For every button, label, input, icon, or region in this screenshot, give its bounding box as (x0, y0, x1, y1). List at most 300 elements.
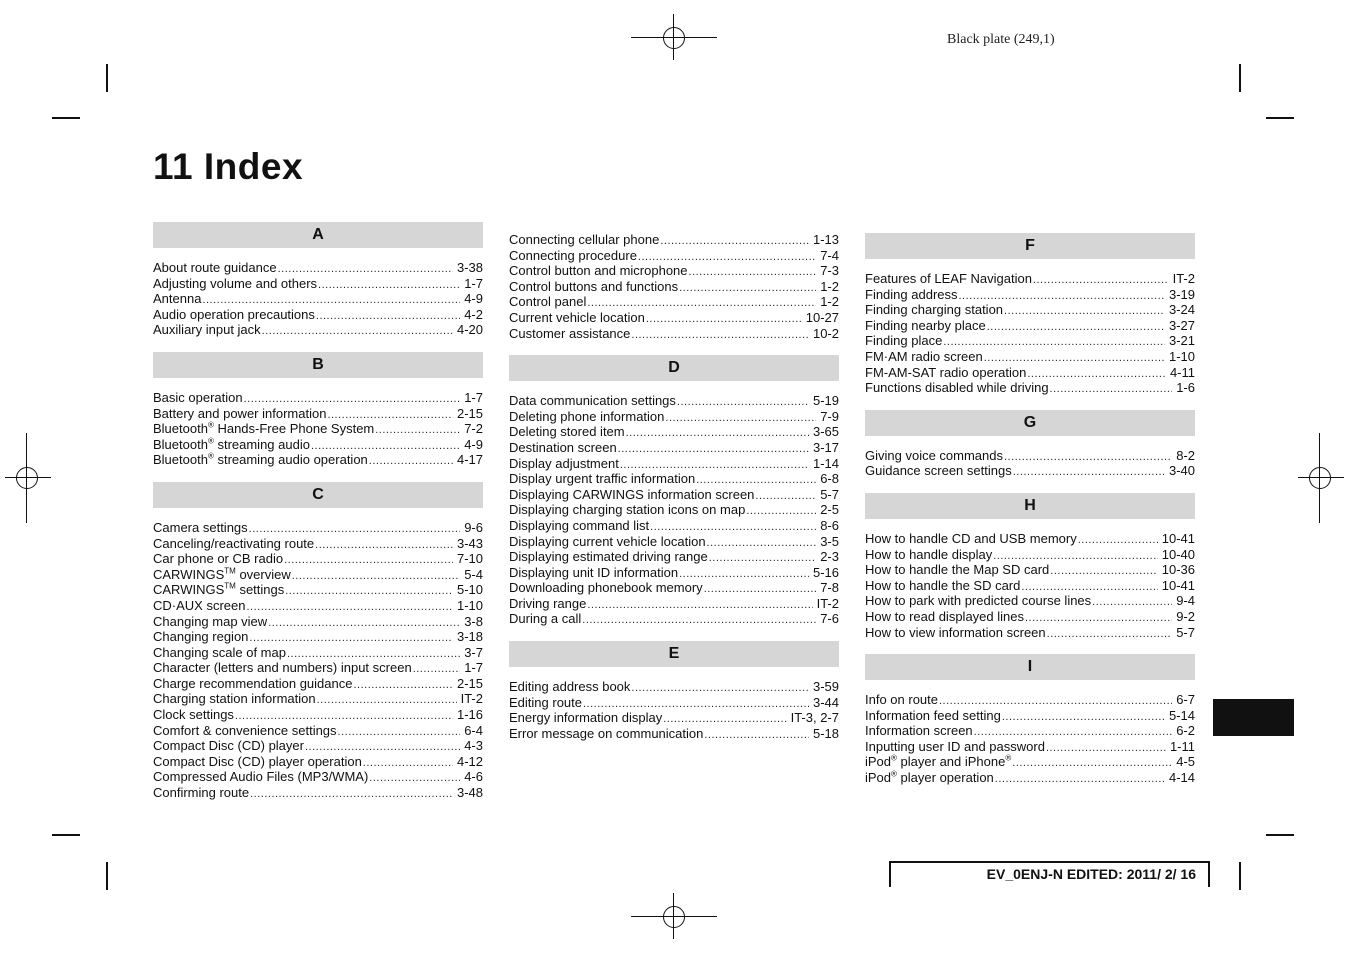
index-column-1 (153, 222, 483, 815)
index-term-text: Displaying CARWINGS information screen (509, 486, 755, 502)
page-reference: IT-2 (1172, 271, 1195, 286)
index-term-text: Auxiliary input jack (153, 322, 261, 338)
page-reference: 4-5 (1176, 754, 1195, 770)
index-term (509, 326, 630, 342)
dot-leader (363, 756, 453, 772)
crop-mark (52, 834, 80, 836)
page-reference: 4-9 (464, 436, 483, 452)
index-term-text: Connecting cellular phone (509, 232, 660, 247)
index-entry (153, 421, 483, 437)
page-reference: 10-36 (1161, 562, 1195, 578)
index-entry (509, 310, 839, 326)
index-term (153, 629, 248, 645)
index-entry (153, 452, 483, 468)
index-entry (509, 549, 839, 565)
index-term-text: Compact Disc (CD) player operation (153, 753, 362, 769)
index-entry (865, 531, 1195, 547)
index-entry (153, 629, 483, 645)
edit-stamp: EV_0ENJ-N EDITED: 2011/ 2/ 16 (889, 861, 1210, 887)
dot-leader (689, 265, 817, 281)
index-term (865, 448, 1003, 464)
page-reference: 1-6 (1176, 380, 1195, 396)
index-term-text: Deleting stored item (509, 424, 625, 440)
index-term (865, 708, 1001, 724)
page-reference: 3-24 (1168, 302, 1195, 318)
index-term-text: Finding address (865, 286, 958, 302)
page-reference: 5-14 (1168, 707, 1195, 723)
dot-leader (285, 584, 453, 600)
page-reference: 6-2 (1176, 723, 1195, 739)
index-term-text: How to handle the Map SD card (865, 562, 1050, 578)
index-entry (865, 287, 1195, 303)
page-reference: 3-44 (812, 694, 839, 710)
page-reference: 4-17 (456, 452, 483, 468)
index-term-text: Antenna (153, 291, 202, 307)
index-term-text: About route guidance (153, 260, 277, 275)
dot-leader (1002, 710, 1165, 726)
index-term (509, 456, 619, 472)
page-title: 11 Index (153, 146, 304, 187)
dot-leader (704, 728, 809, 744)
index-term-text: Camera settings (153, 519, 248, 535)
index-term (153, 437, 310, 453)
dot-leader (665, 411, 816, 427)
index-entry (153, 645, 483, 661)
section-header-g: G (865, 410, 1195, 436)
page-reference: 5-10 (456, 582, 483, 598)
dot-leader (646, 312, 802, 328)
index-term (509, 596, 586, 612)
index-entry (153, 307, 483, 323)
index-term (153, 567, 291, 583)
dot-leader (268, 616, 460, 632)
index-term-text: Control buttons and functions (509, 278, 679, 294)
page-reference: 1-2 (820, 294, 839, 310)
page-reference: 4-12 (456, 753, 483, 769)
index-entry (865, 609, 1195, 625)
index-entry (153, 660, 483, 676)
index-entry (509, 726, 839, 742)
index-term-text: FM·AM radio screen (865, 348, 983, 364)
page-reference: 1-2 (820, 278, 839, 294)
page-reference: IT-2 (816, 595, 839, 611)
page-reference: 10-41 (1161, 577, 1195, 593)
index-entry (865, 723, 1195, 739)
page-reference: 3-5 (820, 533, 839, 549)
index-entry (509, 518, 839, 534)
index-entry-list (153, 390, 483, 468)
index-entry (865, 365, 1195, 381)
index-term (153, 676, 352, 692)
index-term-text: Battery and power information (153, 405, 327, 421)
index-entry (153, 322, 483, 338)
index-entry (509, 679, 839, 695)
index-term-text: Changing region (153, 629, 249, 645)
index-term (153, 322, 261, 338)
index-entry (509, 409, 839, 425)
page-reference: 4-2 (464, 306, 483, 322)
index-entry (509, 487, 839, 503)
dot-leader (369, 454, 453, 470)
index-term (865, 380, 1049, 396)
index-term-text: Comfort & convenience settings (153, 722, 337, 738)
index-entry-list (509, 679, 839, 741)
index-entry (153, 676, 483, 692)
index-entry (865, 754, 1195, 770)
index-entry (509, 580, 839, 596)
page-reference: 3-38 (456, 260, 483, 275)
index-term (153, 645, 286, 661)
index-term (865, 754, 1011, 770)
index-entry (153, 582, 483, 598)
index-term (865, 578, 1020, 594)
index-entry (153, 785, 483, 801)
index-term (865, 547, 992, 563)
index-term (153, 582, 284, 598)
page-reference: 3-17 (812, 439, 839, 455)
superscript-mark: ® (1005, 754, 1012, 764)
page-reference: 7-9 (820, 408, 839, 424)
page-reference: 7-3 (820, 263, 839, 279)
dot-leader (1078, 533, 1158, 549)
index-term-text: Editing route (509, 694, 582, 710)
index-term-text: Finding charging station (865, 302, 1004, 318)
index-term-text: Inputting user ID and password (865, 738, 1045, 754)
index-entry (865, 271, 1195, 287)
index-entry-list (509, 232, 839, 341)
index-term (153, 390, 243, 406)
index-term (509, 726, 703, 742)
index-term-text: During a call (509, 611, 582, 627)
page-reference: 3-48 (456, 785, 483, 801)
index-term (509, 294, 586, 310)
index-term (509, 232, 659, 248)
index-entry (509, 456, 839, 472)
dot-leader (631, 681, 809, 697)
dot-leader (582, 613, 816, 629)
superscript-mark: ® (207, 452, 214, 462)
index-term (509, 549, 708, 565)
page-reference: 5-7 (1176, 624, 1195, 640)
page-reference: 3-59 (812, 679, 839, 695)
dot-leader (316, 309, 460, 325)
index-term-text: Display urgent traffic information (509, 471, 696, 487)
index-term-text: How to read displayed lines (865, 608, 1024, 624)
page-reference: 4-6 (464, 769, 483, 785)
crop-mark (1239, 862, 1241, 890)
index-term-text: How to handle display (865, 546, 993, 562)
dot-leader (677, 395, 809, 411)
dot-leader (631, 328, 809, 344)
dot-leader (315, 538, 453, 554)
index-entry (865, 739, 1195, 755)
index-term-text: streaming audio (213, 436, 310, 452)
index-term-text: Control button and microphone (509, 263, 688, 279)
superscript-mark: TM (224, 566, 236, 576)
index-term (865, 723, 973, 739)
dot-leader (318, 278, 460, 294)
index-term-text: Confirming route (153, 785, 250, 801)
index-term-text: Functions disabled while driving (865, 380, 1049, 396)
index-term-text: Giving voice commands (865, 447, 1003, 463)
index-entry (509, 393, 839, 409)
dot-leader (1050, 564, 1157, 580)
dot-leader (660, 234, 809, 250)
index-term (153, 785, 249, 801)
section-header-a: A (153, 222, 483, 248)
page-reference: 4-20 (456, 322, 483, 338)
dot-leader (746, 504, 816, 520)
index-term (509, 611, 581, 627)
page-reference: 10-2 (812, 325, 839, 341)
index-entry (509, 232, 839, 248)
index-term (153, 723, 337, 739)
index-term (509, 580, 703, 596)
page-reference: 3-7 (464, 644, 483, 660)
index-term (153, 598, 245, 614)
index-entry-list (153, 520, 483, 801)
index-entry (509, 263, 839, 279)
index-term-text: iPod (865, 770, 892, 786)
index-term (865, 593, 1091, 609)
page-reference: 1-7 (464, 660, 483, 676)
dot-leader (1004, 304, 1165, 320)
dot-leader (987, 320, 1165, 336)
index-term (153, 707, 234, 723)
dot-leader (618, 442, 809, 458)
index-entry (153, 707, 483, 723)
index-term-text: Bluetooth (153, 421, 208, 437)
index-term (509, 695, 582, 711)
index-term (865, 463, 1012, 479)
dot-leader (707, 536, 817, 552)
page-reference: 10-27 (805, 309, 839, 325)
index-term (153, 307, 315, 323)
crop-mark (52, 117, 80, 119)
index-term-text: Connecting procedure (509, 247, 637, 263)
index-term (509, 248, 637, 264)
index-term-text: Bluetooth (153, 452, 208, 468)
index-term (865, 271, 1032, 287)
index-entry (153, 390, 483, 406)
dot-leader (995, 772, 1165, 788)
superscript-mark: ® (891, 754, 897, 764)
section-header-f: F (865, 233, 1195, 259)
index-term (865, 770, 994, 786)
index-term-text: Information screen (865, 723, 973, 739)
index-entry (865, 692, 1195, 708)
crop-mark (106, 64, 108, 92)
page-reference: 7-4 (820, 247, 839, 263)
index-term (509, 409, 664, 425)
page-reference: 2-5 (820, 502, 839, 518)
index-term-text: Charging station information (153, 691, 316, 707)
index-term-text: player operation (896, 770, 994, 786)
index-term (153, 754, 362, 770)
index-term-text: How to park with predicted course lines (865, 593, 1092, 609)
index-entry (865, 562, 1195, 578)
index-term (865, 625, 1046, 641)
page-reference: 4-14 (1168, 770, 1195, 786)
index-entry (865, 708, 1195, 724)
index-term (865, 287, 958, 303)
page-reference: IT-3, 2-7 (790, 710, 839, 726)
page-reference: 7-10 (456, 551, 483, 567)
superscript-mark: ® (207, 436, 214, 446)
index-term (509, 393, 676, 409)
page-reference: 5-18 (812, 725, 839, 741)
index-entry (865, 770, 1195, 786)
crop-mark (106, 862, 108, 890)
index-term-text: settings (235, 582, 285, 598)
index-entry (509, 294, 839, 310)
dot-leader (1012, 756, 1172, 772)
page-reference: 1-10 (1168, 348, 1195, 364)
index-entry (153, 406, 483, 422)
index-term-text: Car phone or CB radio (153, 551, 284, 567)
page-reference: 1-11 (1169, 738, 1195, 754)
index-entry (509, 424, 839, 440)
crop-mark (1266, 117, 1294, 119)
index-term (865, 692, 938, 708)
dot-leader (1013, 465, 1165, 481)
index-entry-list (153, 260, 483, 338)
page-reference: 5-7 (820, 486, 839, 502)
index-entry (153, 691, 483, 707)
index-term-text: Displaying unit ID information (509, 564, 679, 580)
index-entry (509, 534, 839, 550)
page-reference: 9-4 (1176, 593, 1195, 609)
index-entry (865, 578, 1195, 594)
section-header-d: D (509, 355, 839, 381)
crop-mark (1239, 64, 1241, 92)
index-term-text: Hands-Free Phone System (213, 421, 375, 437)
index-term-text: Data communication settings (509, 393, 676, 409)
index-entry (153, 291, 483, 307)
page-reference: 2-15 (456, 675, 483, 691)
index-term-text: Energy information display (509, 710, 663, 726)
page-reference: 3-21 (1168, 333, 1195, 349)
index-entry (153, 551, 483, 567)
index-term-text: Audio operation precautions (153, 306, 315, 322)
page-reference: 10-41 (1161, 530, 1195, 546)
index-entry (509, 248, 839, 264)
page-reference: 6-7 (1176, 692, 1195, 708)
page-reference: 1-10 (456, 597, 483, 613)
page-reference: 5-16 (812, 564, 839, 580)
index-entry (509, 565, 839, 581)
dot-leader (250, 787, 453, 803)
index-entry (153, 598, 483, 614)
dot-leader (626, 426, 809, 442)
chapter-thumb-tab (1213, 699, 1294, 736)
index-term-text: Guidance screen settings (865, 463, 1012, 479)
index-term-text: Displaying command list (509, 517, 650, 533)
registration-mark-bottom (631, 893, 717, 939)
index-entry (509, 710, 839, 726)
index-term (509, 518, 649, 534)
index-term-text: streaming audio operation (213, 452, 368, 468)
registration-mark-left (5, 433, 51, 523)
index-term (153, 421, 374, 437)
page-reference: 7-8 (820, 580, 839, 596)
index-term-text: Error message on communication (509, 725, 704, 741)
index-term (153, 260, 277, 276)
index-term (153, 276, 317, 292)
index-term-text: Info on route (865, 692, 938, 708)
index-entry-list (509, 393, 839, 627)
dot-leader (353, 678, 453, 694)
index-entry (509, 471, 839, 487)
index-entry (865, 625, 1195, 641)
index-term-text: How to view information screen (865, 624, 1046, 640)
index-term-text: CARWINGS (153, 582, 225, 598)
index-entry (153, 520, 483, 536)
index-term-text: Canceling/reactivating route (153, 535, 315, 551)
dot-leader (262, 324, 453, 340)
index-term-text: Bluetooth (153, 436, 208, 452)
index-term-text: Charge recommendation guidance (153, 675, 353, 691)
superscript-mark: TM (224, 581, 236, 591)
index-term (153, 614, 267, 630)
registration-mark-top (631, 14, 717, 60)
index-entry (153, 723, 483, 739)
index-entry (865, 380, 1195, 396)
index-term-text: Changing scale of map (153, 644, 286, 660)
section-header-i: I (865, 654, 1195, 680)
dot-leader (375, 423, 460, 439)
registration-mark-right (1298, 433, 1344, 523)
dot-leader (1004, 450, 1172, 466)
page-reference: 10-40 (1161, 546, 1195, 562)
index-entry (509, 502, 839, 518)
index-entry (865, 448, 1195, 464)
dot-leader (1092, 595, 1172, 611)
index-entry-list (865, 531, 1195, 640)
index-entry (153, 260, 483, 276)
index-term (509, 310, 645, 326)
page-reference: 7-6 (820, 611, 839, 627)
index-term-text: Destination screen (509, 439, 617, 455)
index-term (509, 565, 678, 581)
index-term-text: Editing address book (509, 679, 631, 695)
index-term-text: Displaying estimated driving range (509, 549, 708, 565)
page-reference: 3-40 (1168, 463, 1195, 479)
index-term (509, 679, 630, 695)
dot-leader (1033, 273, 1169, 289)
index-term (153, 536, 314, 552)
section-header-h: H (865, 493, 1195, 519)
index-term (153, 769, 368, 785)
dot-leader (317, 693, 457, 709)
index-term-text: Changing map view (153, 613, 268, 629)
index-term-text: Compressed Audio Files (MP3/WMA) (153, 769, 369, 785)
dot-leader (679, 281, 816, 297)
index-term (509, 471, 695, 487)
index-term-text: Information feed setting (865, 707, 1001, 723)
page-reference: 5-4 (464, 566, 483, 582)
index-entry (509, 279, 839, 295)
index-term-text: Downloading phonebook memory (509, 580, 703, 596)
index-term-text: How to handle the SD card (865, 577, 1021, 593)
index-entry-list (865, 271, 1195, 396)
dot-leader (1047, 627, 1173, 643)
dot-leader (292, 569, 460, 585)
index-term-text: Features of LEAF Navigation (865, 271, 1032, 286)
section-header-e: E (509, 641, 839, 667)
section-header-c: C (153, 482, 483, 508)
superscript-mark: ® (891, 769, 897, 779)
